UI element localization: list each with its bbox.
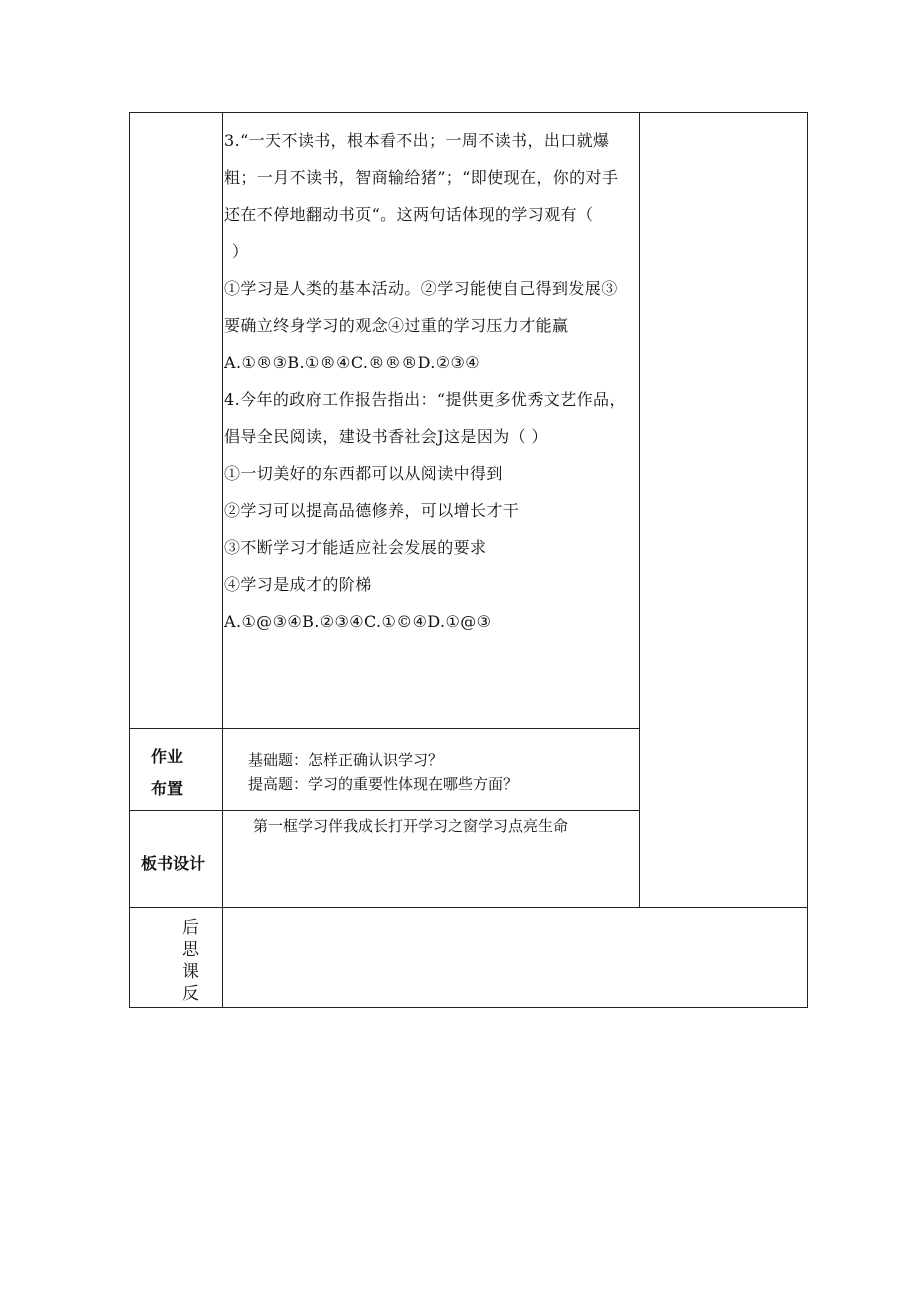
q3-option-line-2: 要确立终身学习的观念④过重的学习压力才能赢	[224, 316, 569, 335]
q4-line-2: 倡导全民阅读，建设书香社会J这是因为（ ）	[224, 427, 548, 446]
q4-item-2: ②学习可以提高品德修养，可以增长才干	[224, 501, 520, 520]
homework-content	[248, 748, 518, 796]
homework-advanced: 提高题：学习的重要性体现在哪些方面？	[248, 775, 519, 793]
q3-line-3: 还在不停地翻动书页“。这两句话体现的学习观有（	[224, 205, 594, 224]
reflection-label	[182, 917, 202, 1005]
label-column-divider	[222, 112, 223, 1008]
row-divider-reflection-top	[129, 907, 808, 908]
row-divider-homework-top	[129, 728, 640, 729]
table-bottom-border	[129, 1007, 808, 1008]
q4-item-3: ③不断学习才能适应社会发展的要求	[224, 538, 487, 557]
q4-line-1: 4.今年的政府工作报告指出：“提供更多优秀文艺作品，	[224, 390, 626, 409]
q3-option-line-1: ①学习是人类的基本活动。②学习能使自己得到发展③	[224, 279, 618, 298]
homework-basic: 基础题：怎样正确认识学习？	[248, 751, 444, 769]
q3-line-1: 3.“一天不读书，根本看不出；一周不读书，出口就爆	[224, 131, 610, 150]
q3-answer-choices: A.①®③B.①®④C.®®®D.②③④	[224, 353, 480, 372]
table-right-border	[807, 112, 808, 1008]
table-top-border	[129, 112, 808, 113]
reflection-char-1: 后	[182, 918, 199, 938]
table-left-border	[129, 112, 130, 1008]
exercise-questions	[224, 122, 640, 640]
homework-label-line-2: 布置	[151, 779, 184, 798]
reflection-char-3: 课	[182, 962, 199, 982]
board-design-label: 板书设计	[141, 854, 206, 873]
row-divider-board-top	[129, 810, 640, 811]
reflection-char-2: 思	[182, 940, 199, 960]
homework-label-line-1: 作业	[151, 747, 184, 766]
reflection-char-4: 反	[182, 984, 199, 1004]
q3-line-4: ）	[232, 242, 249, 261]
board-design-content: 第一框学习伴我成长打开学习之窗学习点亮生命	[253, 817, 569, 835]
q4-answer-choices: A.①@③④B.②③④C.①©④D.①@③	[224, 612, 492, 631]
q3-line-2: 粗；一月不读书，智商输给猪”；“即使现在，你的对手	[224, 168, 619, 187]
q4-item-4: ④学习是成才的阶梯	[224, 575, 372, 594]
q4-item-1: ①一切美好的东西都可以从阅读中得到	[224, 464, 503, 483]
